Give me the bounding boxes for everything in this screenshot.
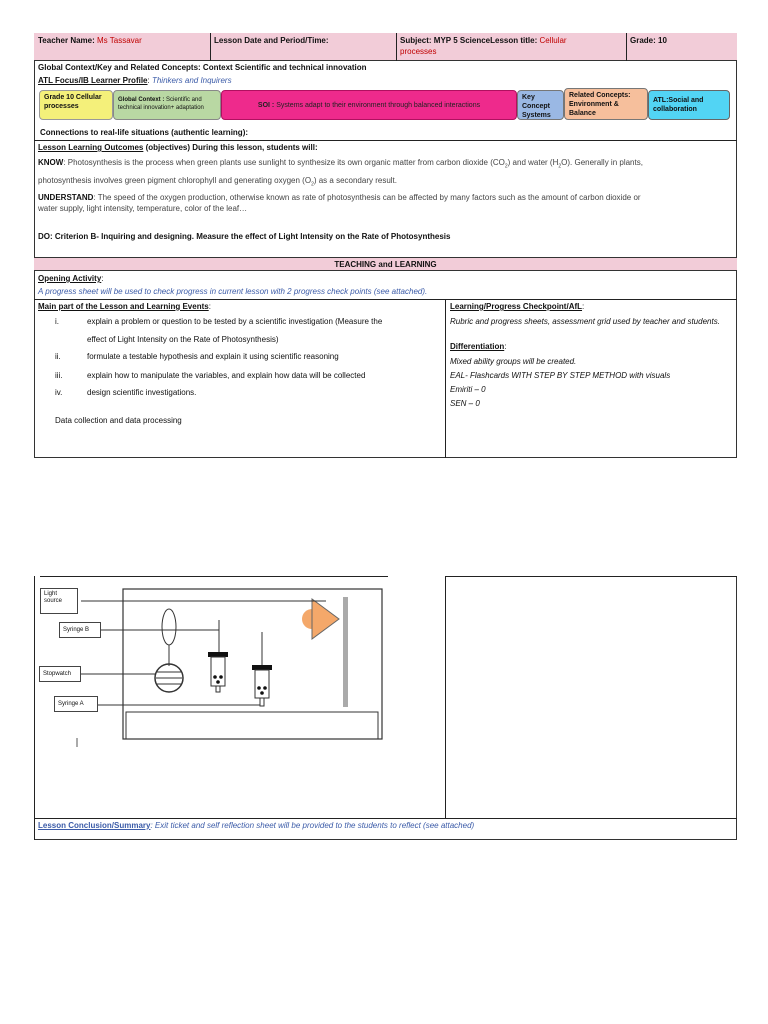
- objective-text: explain a problem or question to be tested by a scientific investigation (Measure the: [87, 317, 383, 326]
- lesson-conclusion: Lesson Conclusion/Summary: Exit ticket and self reflection sheet will be provided to the students to reflect (see attached): [38, 821, 475, 830]
- lesson-date-label: Lesson Date and Period/Time:: [214, 36, 329, 45]
- objective-num: i.: [55, 317, 59, 326]
- know-text: KNOW: Photosynthesis is the process when green plants use sunlight to synthesize its own organic matter from carbon dioxide $(CO_2)$ and water $(H_2O)$. Generally in plants, photosynthesis involves green pigment chlorophyll and generating oxygen $(O_2)$ as a secondary result. UNDERSTAND: The speed of the oxygen production, otherwise known as rate of photosynthesis can be affected by many factors such as the amount of carbon dioxide or: [38, 158, 643, 203]
- objective-text: explain how to manipulate the variables, and explain how data will be collected: [87, 371, 366, 380]
- related-concepts-box: Related Concepts: Environment & Balance: [564, 88, 648, 120]
- emiriti-note: Emiriti – 0: [450, 385, 486, 394]
- objective-num: ii.: [55, 352, 61, 361]
- sen-note: SEN – 0: [450, 399, 480, 408]
- opening-activity-text: A progress sheet will be used to check progress in current lesson with 2 progress check points (see attached).: [38, 287, 428, 296]
- understand-text-2: water supply, light intensity, temperature, color of the leaf…: [38, 204, 248, 213]
- mixed-ability: Mixed ability groups will be created.: [450, 357, 577, 366]
- global-context: Global Context/Key and Related Concepts: Context Scientific and technical innovation: [38, 63, 367, 72]
- teacher-name: Teacher Name: Ms Tassavar: [38, 36, 142, 45]
- objective-num: iv.: [55, 388, 63, 397]
- data-collection: Data collection and data processing: [55, 416, 182, 425]
- learning-outcomes-heading: Lesson Learning Outcomes (objectives) During this lesson, students will:: [38, 143, 318, 152]
- checkpoint-heading: Learning/Progress Checkpoint/AfL:: [450, 302, 585, 311]
- atl-focus: ATL Focus/IB Learner Profile: Thinkers and Inquirers: [38, 76, 232, 85]
- global-context-box: Global Context : Scientific and technical innovation+ adaptation: [113, 90, 221, 120]
- checkpoint-rubric: Rubric and progress sheets, assessment grid used by teacher and students.: [450, 317, 720, 326]
- teaching-header: TEACHING and LEARNING: [34, 257, 737, 271]
- objective-num: iii.: [55, 371, 63, 380]
- objective-text: formulate a testable hypothesis and explain it using scientific reasoning: [87, 352, 339, 361]
- syringe-a-label: Syringe A: [54, 696, 98, 712]
- grade-label: Grade: 10: [630, 36, 667, 45]
- opening-activity-heading: Opening Activity:: [38, 274, 104, 283]
- subject-title: Subject: MYP 5 ScienceLesson title: Cellular processes: [400, 36, 567, 56]
- connections: Connections to real-life situations (authentic learning):: [40, 128, 249, 137]
- key-concept-box: Key Concept Systems: [517, 90, 564, 120]
- eal-note: EAL- Flashcards WITH STEP BY STEP METHOD with visuals: [450, 371, 671, 380]
- syringe-b-label: Syringe B: [59, 622, 101, 638]
- objective-text: effect of Light Intensity on the Rate of Photosynthesis): [87, 335, 279, 344]
- atl-box: ATL:Social and collaboration: [648, 90, 730, 120]
- do-text: DO: Criterion B- Inquiring and designing. Measure the effect of Light Intensity on the Rate of Photosynthesis: [38, 232, 451, 241]
- grade-box: Grade 10 Cellular processes: [39, 90, 113, 120]
- stopwatch-label: Stopwatch: [39, 666, 81, 682]
- photosynthesis-apparatus-diagram: [36, 582, 386, 812]
- soi-box: SOI : Systems adapt to their environment through balanced interactions: [221, 90, 517, 120]
- light-source-label: Light source: [40, 588, 78, 614]
- objective-text: design scientific investigations.: [87, 388, 197, 397]
- differentiation-heading: Differentiation:: [450, 342, 507, 351]
- main-lesson-heading: Main part of the Lesson and Learning Events:: [38, 302, 211, 311]
